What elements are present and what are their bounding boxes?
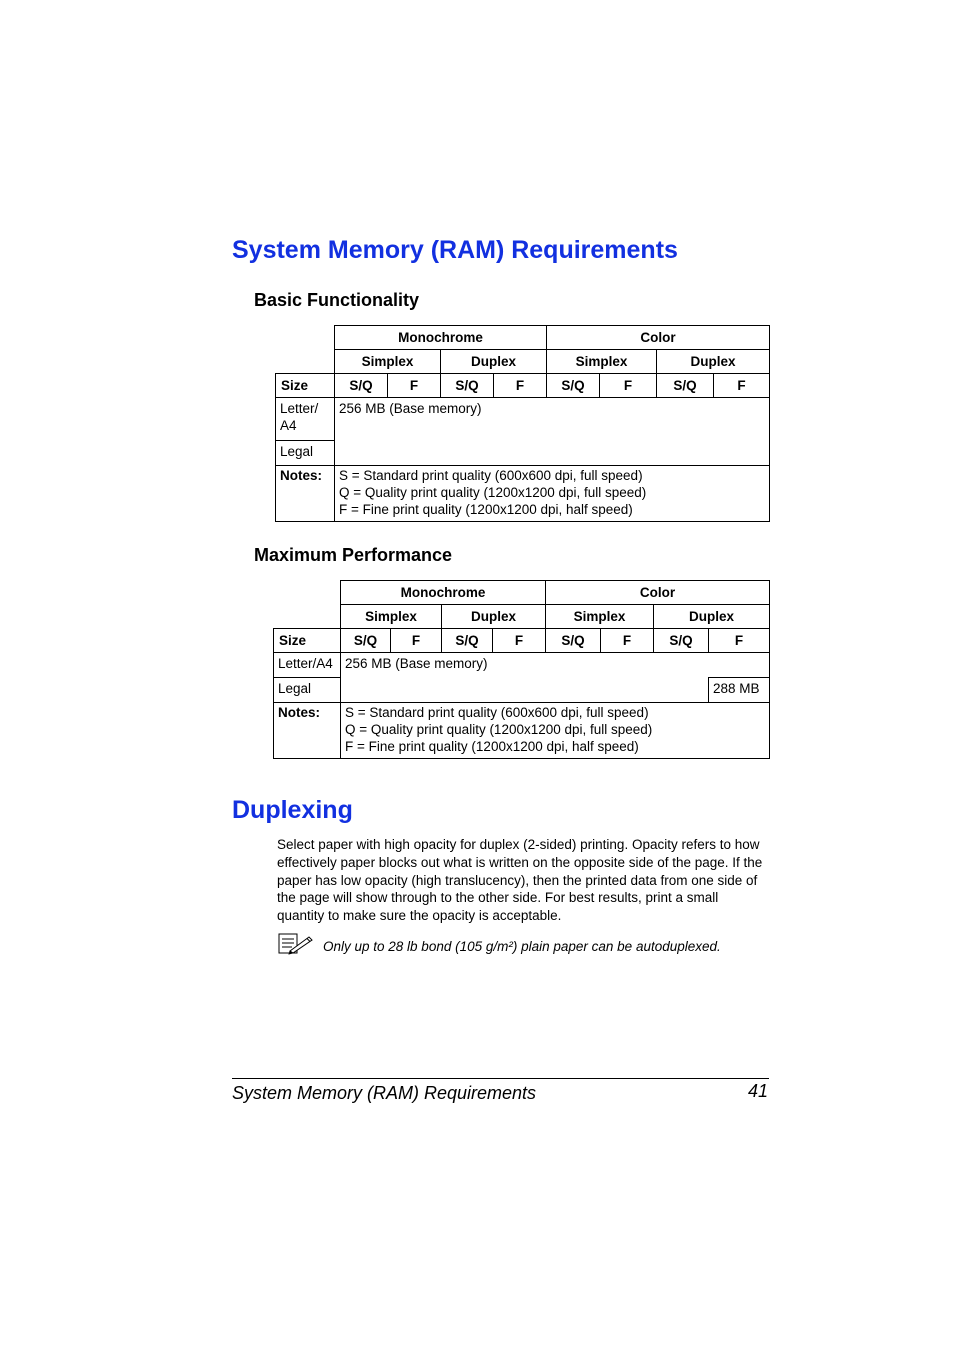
page-number: 41 (747, 1081, 768, 1101)
group-header-color: Color (546, 581, 770, 605)
mode-header: Simplex (335, 350, 441, 374)
duplex-note: Only up to 28 lb bond (105 g/m²) plain paper can be autoduplexed. (323, 939, 721, 954)
notes-label: Notes: (276, 466, 335, 522)
quality-header: S/Q (546, 629, 601, 653)
note-line: S = Standard print quality (600x600 dpi, full speed) (339, 468, 643, 483)
footer-title: System Memory (RAM) Requirements (232, 1083, 537, 1103)
memory-value-cell (341, 678, 709, 703)
note-line: S = Standard print quality (600x600 dpi, full speed) (345, 705, 649, 720)
mode-header: Simplex (341, 605, 442, 629)
section-title: System Memory (RAM) Requirements (232, 236, 678, 264)
duplexing-paragraph: Select paper with high opacity for duplex (2-sided) printing. Opacity refers to how effectively paper blocks out what is written on the opposite side of the page. If the paper has low opacity (high translucency), then the printed data from one side of the page will show through to the other side. For best results, print a small quantity to make sure the opacity is acceptable. (277, 837, 763, 924)
note-line: F = Fine print quality (1200x1200 dpi, half speed) (339, 502, 633, 517)
quality-header: F (600, 374, 657, 398)
quality-header: S/Q (657, 374, 714, 398)
quality-header: S/Q (441, 374, 494, 398)
quality-header: S/Q (341, 629, 391, 653)
quality-header: F (709, 629, 770, 653)
mode-header: Duplex (654, 605, 770, 629)
size-cell: Letter/ A4 (276, 398, 335, 441)
mode-header: Simplex (547, 350, 657, 374)
quality-header: S/Q (547, 374, 600, 398)
quality-header: F (388, 374, 441, 398)
quality-header: S/Q (442, 629, 493, 653)
maximum-performance-table (273, 580, 770, 759)
size-header: Size (276, 374, 335, 398)
basic-functionality-heading: Basic Functionality (254, 290, 420, 310)
size-cell: Legal (274, 678, 341, 703)
quality-header: F (601, 629, 654, 653)
quality-header: S/Q (335, 374, 388, 398)
group-header-monochrome: Monochrome (341, 581, 546, 605)
note-pencil-icon (278, 931, 314, 955)
mode-header: Simplex (546, 605, 654, 629)
notes-cell (335, 466, 770, 522)
group-header-monochrome: Monochrome (335, 326, 547, 350)
mode-header: Duplex (657, 350, 770, 374)
mode-header: Duplex (442, 605, 546, 629)
memory-value-cell: 256 MB (Base memory) (335, 398, 770, 466)
memory-value-cell: 256 MB (Base memory) (341, 653, 770, 678)
size-cell: Letter/A4 (274, 653, 341, 678)
group-header-color: Color (547, 326, 770, 350)
quality-header: S/Q (654, 629, 709, 653)
quality-header: F (714, 374, 770, 398)
mode-header: Duplex (441, 350, 547, 374)
size-cell: Legal (276, 441, 335, 466)
duplexing-title: Duplexing (232, 796, 353, 824)
notes-cell (341, 703, 770, 759)
footer-divider (232, 1078, 769, 1079)
quality-header: F (494, 374, 547, 398)
legal-color-duplex-f-cell: 288 MB (709, 678, 770, 703)
notes-label: Notes: (274, 703, 341, 759)
maximum-performance-heading: Maximum Performance (254, 545, 453, 565)
quality-header: F (493, 629, 546, 653)
quality-header: F (391, 629, 442, 653)
note-line: Q = Quality print quality (1200x1200 dpi, full speed) (345, 722, 653, 737)
note-line: F = Fine print quality (1200x1200 dpi, half speed) (345, 739, 639, 754)
basic-functionality-table (275, 325, 770, 522)
size-header: Size (274, 629, 341, 653)
note-line: Q = Quality print quality (1200x1200 dpi, full speed) (339, 485, 647, 500)
